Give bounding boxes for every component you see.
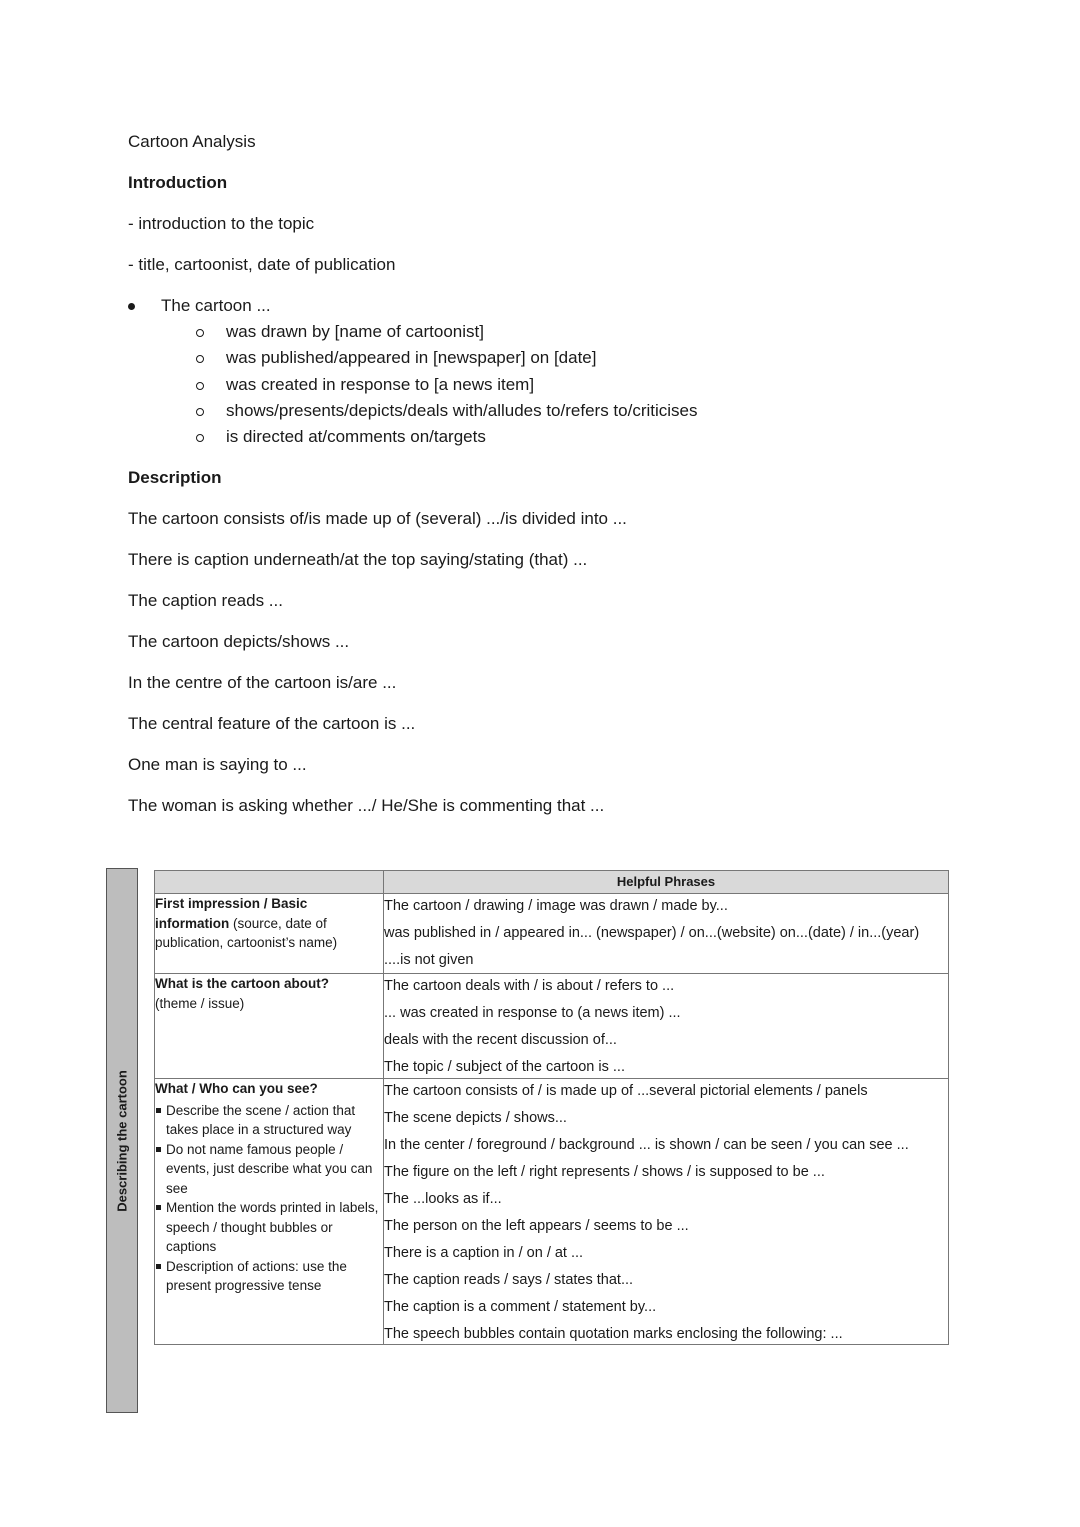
phrase: ....is not given (384, 952, 474, 968)
phrase: The figure on the left / right represents / shows / is supposed to be ... (384, 1164, 825, 1180)
phrase: deals with the recent discussion of... (384, 1032, 617, 1048)
row-topic-bold: What is the cartoon about? (155, 976, 329, 991)
phrase: The cartoon deals with / is about / refers to ... (384, 978, 675, 994)
phrase: was published in / appeared in... (newspaper) / on...(website) on...(date) / in...(year) (384, 925, 920, 941)
tip-item: Mention the words printed in labels, speech / thought bubbles or captions (155, 1198, 383, 1257)
helpful-phrases-table (154, 870, 949, 1345)
phrase: The topic / subject of the cartoon is ... (384, 1059, 625, 1075)
phrase: The person on the left appears / seems to be ... (384, 1218, 689, 1234)
phrase: The scene depicts / shows... (384, 1110, 567, 1126)
row-phrases-cell (384, 894, 949, 974)
description-line: The woman is asking whether .../ He/She is commenting that ... (128, 796, 605, 815)
phrase: The ...looks as if... (384, 1191, 502, 1207)
circle-bullet-icon (196, 329, 204, 337)
description-line: The caption reads ... (128, 591, 283, 610)
row-topic-rest: (source, date of publication, cartoonist’s name) (155, 915, 338, 950)
tip-item: Do not name famous people / events, just describe what you can see (155, 1140, 383, 1199)
row-topic-bold: What / Who can you see? (155, 1081, 318, 1096)
phrase: The cartoon consists of / is made up of ...several pictorial elements / panels (384, 1083, 868, 1099)
tips-list (155, 1101, 383, 1296)
table-row (155, 974, 949, 1079)
description-line: The cartoon consists of/is made up of (several) .../is divided into ... (128, 509, 627, 528)
row-topic-rest: (theme / issue) (155, 995, 245, 1011)
table-header-row (155, 871, 949, 894)
table-row (155, 894, 949, 974)
phrase: The caption reads / says / states that... (384, 1272, 634, 1288)
bullet-icon (128, 303, 135, 310)
circle-bullet-icon (196, 434, 204, 442)
row-topic-cell (155, 894, 384, 974)
tip-item: Description of actions: use the present progressive tense (155, 1257, 383, 1296)
description-heading: Description (128, 468, 222, 487)
row-topic-cell (155, 1079, 384, 1345)
phrase: In the center / foreground / background ... is shown / can be seen / you can see ... (384, 1137, 909, 1153)
description-line: There is caption underneath/at the top saying/stating (that) ... (128, 550, 588, 569)
introduction-heading: Introduction (128, 173, 228, 192)
phrase: The caption is a comment / statement by... (384, 1299, 657, 1315)
row-topic-bold: First impression / Basic information (155, 896, 308, 931)
phrase: The cartoon / drawing / image was drawn / made by... (384, 898, 728, 914)
phrase: There is a caption in / on / at ... (384, 1245, 584, 1261)
circle-bullet-icon (196, 408, 204, 416)
row-topic-cell (155, 974, 384, 1079)
intro-line: - title, cartoonist, date of publication (128, 255, 396, 274)
description-line: In the centre of the cartoon is/are ... (128, 673, 397, 692)
row-phrases-cell (384, 974, 949, 1079)
circle-bullet-icon (196, 355, 204, 363)
description-line: The cartoon depicts/shows ... (128, 632, 350, 651)
intro-line: - introduction to the topic (128, 214, 315, 233)
document-title: Cartoon Analysis (128, 132, 256, 151)
row-phrases-cell (384, 1079, 949, 1345)
description-line: One man is saying to ... (128, 755, 307, 774)
table-row (155, 1079, 949, 1345)
phrase: ... was created in response to (a news item) ... (384, 1005, 681, 1021)
description-line: The central feature of the cartoon is ... (128, 714, 416, 733)
header-helpful-phrases: Helpful Phrases (384, 871, 949, 894)
circle-bullet-icon (196, 382, 204, 390)
header-empty-cell (155, 871, 384, 894)
side-label-bar (106, 868, 138, 1413)
tip-item: Describe the scene / action that takes place in a structured way (155, 1101, 383, 1140)
side-label: Describing the cartoon (114, 1069, 130, 1212)
phrase: The speech bubbles contain quotation marks enclosing the following: ... (384, 1326, 843, 1342)
